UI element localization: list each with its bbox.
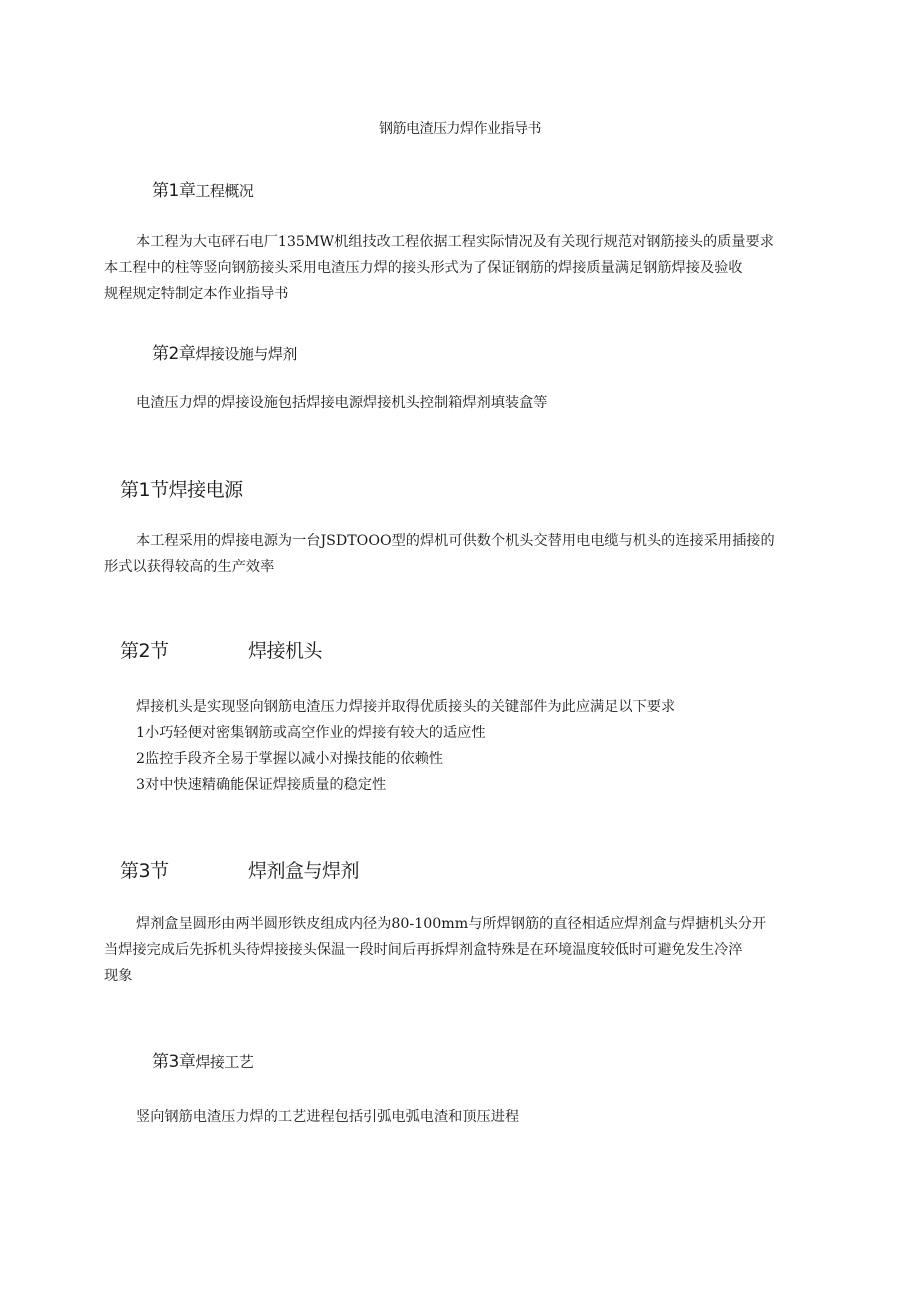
paragraph-line: 本工程采用的焊接电源为一台JSDTOOO型的焊机可供数个机头交替用电电缆与机头的连接采用插接的 <box>136 533 775 549</box>
section-2-label: 第2节 <box>120 640 169 662</box>
paragraph-line: 焊剂盒呈圆形由两半圆形铁皮组成内径为80-100mm与所焊钢筋的直径相适应焊剂盒与焊搪机头分开 <box>136 916 767 932</box>
chapter-3-paragraph <box>136 1104 519 1130</box>
list-item: 2监控手段齐全易于掌握以减小对操技能的依赖性 <box>136 751 443 767</box>
chapter-2-label: 第2章 <box>152 344 196 364</box>
chapter-2-heading <box>152 339 297 364</box>
section-2-title: 焊接机头 <box>248 640 323 662</box>
chapter-2-title: 焊接设施与焊剂 <box>195 345 297 363</box>
list-item: 3对中快速精确能保证焊接质量的稳定性 <box>136 777 387 793</box>
section-1-paragraph <box>104 528 775 580</box>
paragraph-line: 当焊接完成后先拆机头待焊接接头保温一段时间后再拆焊剂盒特殊是在环境温度较低时可避免发生冷淬 <box>104 942 743 958</box>
chapter-1-label: 第1章 <box>152 181 196 201</box>
section-3-title: 焊剂盒与焊剂 <box>248 860 360 882</box>
section-2-paragraph <box>136 694 675 798</box>
section-3-paragraph <box>104 911 766 989</box>
section-3-heading <box>120 856 360 883</box>
paragraph-line: 规程规定特制定本作业指导书 <box>104 286 289 302</box>
paragraph-line: 焊接机头是实现竖向钢筋电渣压力焊接并取得优质接头的关键部件为此应满足以下要求 <box>136 699 676 715</box>
paragraph-line: 竖向钢筋电渣压力焊的工艺进程包括引弧电弧电渣和顶压进程 <box>136 1109 520 1125</box>
paragraph-line: 现象 <box>104 968 133 984</box>
section-2-heading <box>120 636 323 663</box>
paragraph-line: 形式以获得较高的生产效率 <box>104 559 275 575</box>
section-1-heading <box>120 475 243 502</box>
chapter-1-title: 工程概况 <box>195 182 254 200</box>
chapter-3-label: 第3章 <box>152 1052 196 1072</box>
list-item: 1小巧轻便对密集钢筋或高空作业的焊接有较大的适应性 <box>136 725 486 741</box>
section-1-label: 第1节 <box>120 479 169 501</box>
chapter-2-paragraph <box>136 390 547 416</box>
chapter-3-title: 焊接工艺 <box>195 1053 254 1071</box>
paragraph-line: 本工程为大屯砰石电厂135MW机组技改工程依据工程实际情况及有关现行规范对钢筋接头的质量要求 <box>136 234 774 250</box>
document-title: 钢筋电渣压力焊作业指导书 <box>379 121 541 137</box>
section-3-label: 第3节 <box>120 860 169 882</box>
section-1-title: 焊接电源 <box>168 479 243 501</box>
paragraph-line: 本工程中的柱等竖向钢筋接头采用电渣压力焊的接头形式为了保证钢筋的焊接质量满足钢筋焊接及验收 <box>104 260 743 276</box>
chapter-3-heading <box>152 1047 253 1072</box>
chapter-1-paragraph <box>104 229 774 307</box>
chapter-1-heading <box>152 176 253 201</box>
paragraph-line: 电渣压力焊的焊接设施包括焊接电源焊接机头控制箱焊剂填装盒等 <box>136 395 548 411</box>
